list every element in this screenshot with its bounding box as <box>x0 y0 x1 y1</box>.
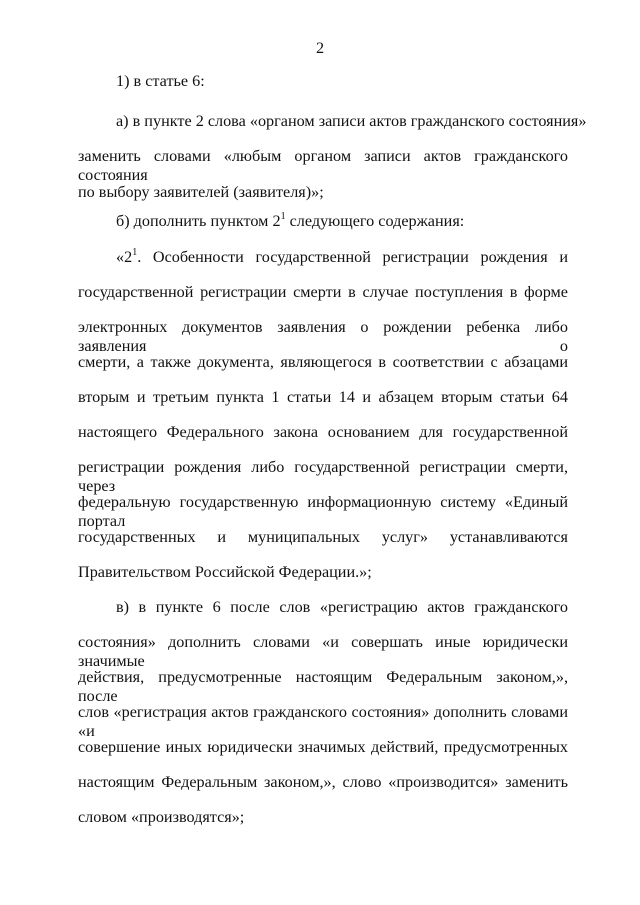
paragraph-line: совершение иных юридически значимых действий, предусмотренных <box>78 738 568 756</box>
paragraph-line: настоящим Федеральным законом,», слово «производится» заменить <box>78 773 568 791</box>
page-number: 2 <box>315 39 325 57</box>
paragraph-line: вторым и третьим пункта 1 статьи 14 и абзацем вторым статьи 64 <box>78 388 568 406</box>
paragraph-line: федеральную государственную информационную систему «Единый портал <box>78 493 568 530</box>
paragraph-line: действия, предусмотренные настоящим Федеральным законом,», после <box>78 668 568 705</box>
paragraph-line: по выбору заявителей (заявителя)»; <box>78 183 324 201</box>
paragraph-line: электронных документов заявления о рождении ребенка либо заявления о <box>78 318 568 355</box>
paragraph-line: Правительством Российской Федерации.»; <box>78 563 372 581</box>
paragraph-line: государственных и муниципальных услуг» устанавливаются <box>78 528 568 546</box>
paragraph-line: смерти, а также документа, являющегося в соответствии с абзацами <box>78 353 568 371</box>
paragraph-line: слов «регистрация актов гражданского состояния» дополнить словами «и <box>78 703 568 740</box>
paragraph-line: 1) в статье 6: <box>116 72 205 90</box>
paragraph-line: состояния» дополнить словами «и совершать иные юридически значимые <box>78 633 568 670</box>
paragraph-line: «$2^1$. Особенности государственной регистрации рождения и <box>116 247 568 266</box>
paragraph-line: в) в пункте 6 после слов «регистрацию актов гражданского <box>116 598 568 616</box>
paragraph-line: б) дополнить пунктом $2^1$ следующего содержания: <box>116 211 465 230</box>
superscript: 1 <box>280 211 286 222</box>
paragraph-line: заменить словами «любым органом записи актов гражданского состояния <box>78 147 568 184</box>
paragraph-line: словом «производятся»; <box>78 808 245 826</box>
paragraph-line: а) в пункте 2 слова «органом записи актов гражданского состояния» <box>116 112 587 130</box>
paragraph-line: настоящего Федерального закона основанием для государственной <box>78 423 568 441</box>
paragraph-line: регистрации рождения либо государственной регистрации смерти, через <box>78 458 568 495</box>
paragraph-line: государственной регистрации смерти в случае поступления в форме <box>78 283 568 301</box>
superscript: 1 <box>132 247 138 258</box>
